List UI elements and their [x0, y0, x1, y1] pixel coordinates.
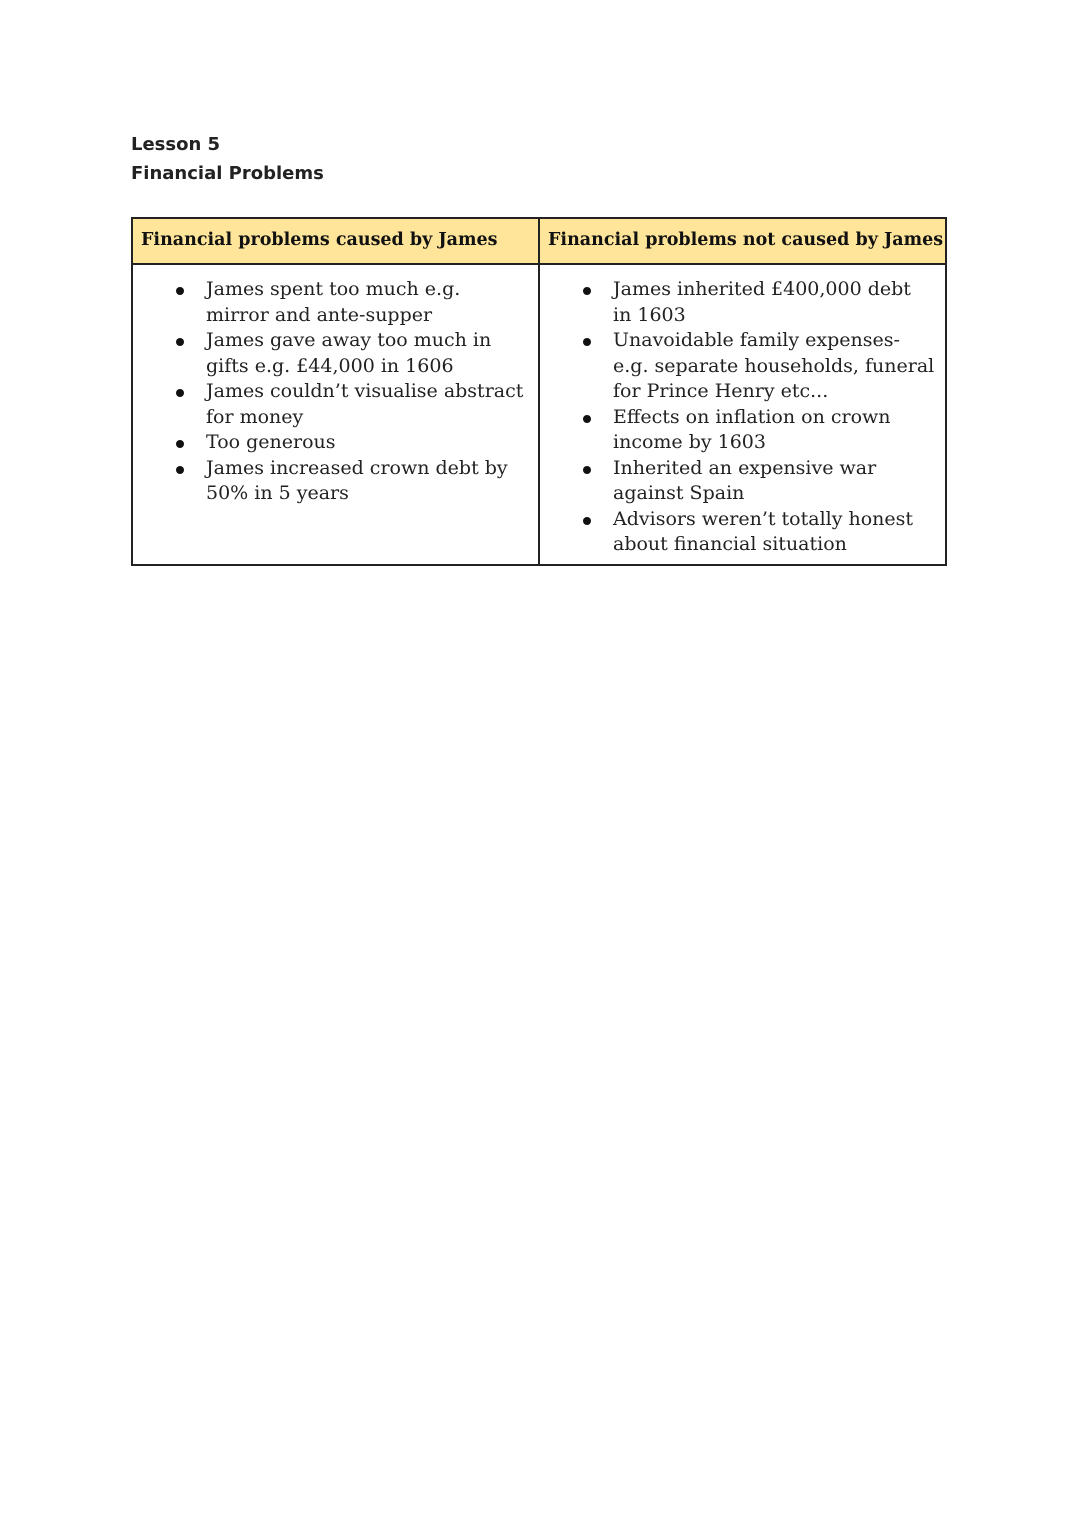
bullet-icon — [583, 338, 591, 346]
list-item-text: James inherited £400,000 debt in 1603 — [613, 278, 911, 326]
list-item — [133, 328, 528, 379]
list-item — [540, 507, 935, 558]
list-item-text: Advisors weren’t totally honest about financial situation — [613, 507, 914, 555]
comparison-table — [131, 217, 947, 566]
list-caused-by-james — [133, 277, 528, 507]
bullet-icon — [583, 517, 591, 525]
list-item — [133, 430, 528, 456]
table-header-row — [133, 219, 945, 265]
list-item-text: James couldn’t visualise abstract for money — [206, 380, 524, 428]
table-body-row — [133, 265, 945, 564]
list-item-text: Unavoidable family expenses- e.g. separate households, funeral for Prince Henry etc... — [613, 329, 935, 402]
list-item-text: James spent too much e.g. mirror and ante-supper — [206, 278, 461, 326]
list-not-caused-by-james — [540, 277, 935, 558]
header-not-caused-by-james: Financial problems not caused by James — [538, 219, 945, 263]
page-title: Financial Problems — [131, 163, 324, 184]
lesson-label: Lesson 5 — [131, 134, 221, 155]
list-item-text: Too generous — [206, 431, 336, 453]
list-item — [540, 277, 935, 328]
page-heading — [131, 130, 324, 188]
bullet-icon — [583, 287, 591, 295]
bullet-icon — [176, 440, 184, 448]
list-item — [133, 379, 528, 430]
cell-caused-by-james — [133, 265, 538, 564]
list-item — [133, 456, 528, 507]
bullet-icon — [176, 287, 184, 295]
header-caused-by-james: Financial problems caused by James — [141, 230, 498, 250]
bullet-icon — [583, 415, 591, 423]
list-item — [540, 405, 935, 456]
list-item-text: James gave away too much in gifts e.g. £44,000 in 1606 — [206, 329, 492, 377]
bullet-icon — [176, 338, 184, 346]
cell-not-caused-by-james — [538, 265, 945, 564]
list-item-text: Effects on inflation on crown income by 1603 — [613, 405, 891, 453]
bullet-icon — [176, 389, 184, 397]
list-item — [540, 328, 935, 405]
list-item — [133, 277, 528, 328]
list-item — [540, 456, 935, 507]
bullet-icon — [176, 466, 184, 474]
bullet-icon — [583, 466, 591, 474]
list-item-text: Inherited an expensive war against Spain — [613, 456, 877, 504]
list-item-text: James increased crown debt by 50% in 5 years — [206, 456, 508, 504]
